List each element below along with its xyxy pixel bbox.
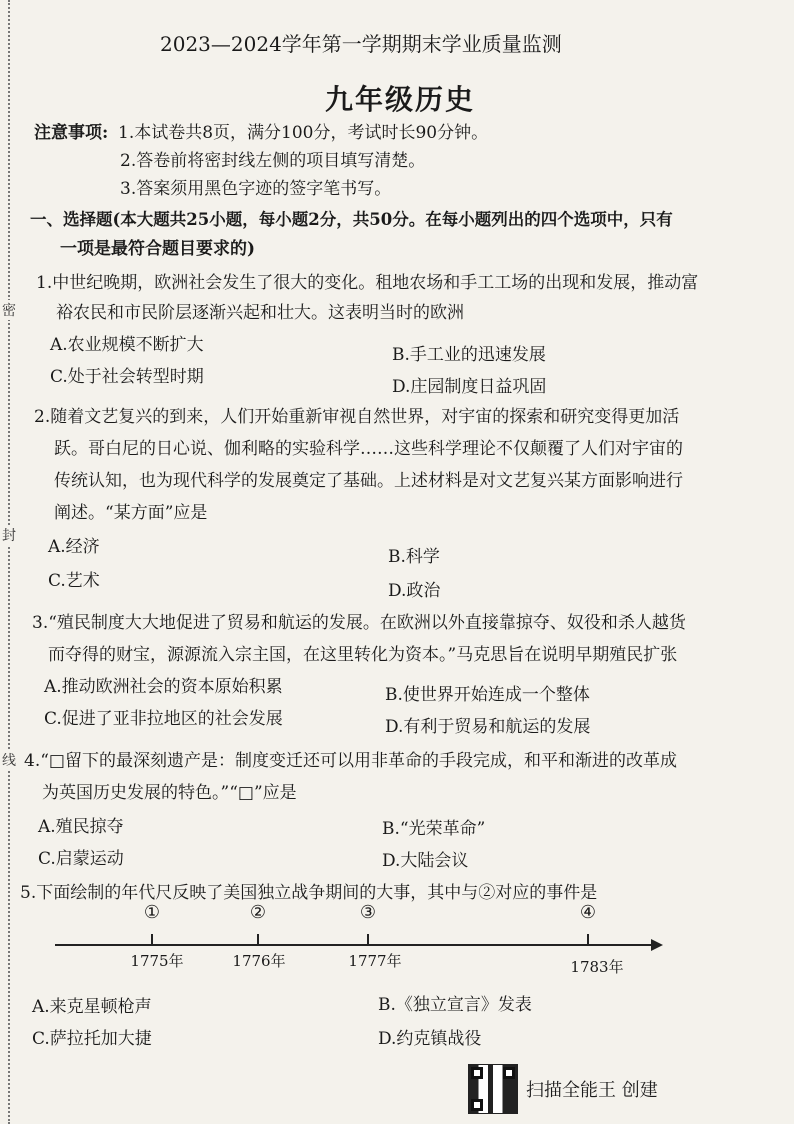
question-3-line-2: 而夺得的财宝，源源流入宗主国，在这里转化为资本。”马克思旨在说明早期殖民扩张 — [48, 645, 678, 665]
timeline-mark-4: ④ — [579, 902, 597, 923]
question-4-option-d[interactable]: D.大陆会议 — [382, 851, 469, 871]
question-3-option-c[interactable]: C.促进了亚非拉地区的社会发展 — [44, 709, 283, 729]
question-1-option-c[interactable]: C.处于社会转型时期 — [50, 367, 204, 387]
question-1-option-d[interactable]: D.庄园制度日益巩固 — [392, 377, 547, 397]
question-5-line-1: 5.下面绘制的年代尺反映了美国独立战争期间的大事，其中与②对应的事件是 — [20, 883, 598, 903]
timeline-mark-2: ② — [249, 902, 267, 923]
scan-app-label: 扫描全能王 创建 — [526, 1080, 658, 1101]
question-3-option-d[interactable]: D.有利于贸易和航运的发展 — [385, 717, 591, 737]
timeline-arrow-icon — [651, 939, 663, 951]
question-3-line-1: 3.“殖民制度大大地促进了贸易和航运的发展。在欧洲以外直接靠掠夺、奴役和杀人越货 — [32, 613, 686, 633]
question-4-option-a[interactable]: A.殖民掠夺 — [38, 817, 124, 837]
section1-heading-line1: 一、选择题(本大题共25小题，每小题2分，共50分。在每小题列出的四个选项中，只有 — [30, 210, 673, 229]
qr-code-icon — [468, 1064, 518, 1114]
question-4-line-1: 4.“□留下的最深刻遗产是：制度变迁还可以用非革命的手段完成，和平和渐进的改革成 — [24, 751, 677, 771]
question-2-option-d[interactable]: D.政治 — [388, 581, 441, 601]
exam-title: 2023—2024学年第一学期期末学业质量监测 — [160, 32, 562, 56]
question-2-option-a[interactable]: A.经济 — [48, 537, 100, 557]
timeline-year-1: 1775年 — [130, 952, 184, 970]
question-4-line-2: 为英国历史发展的特色。”“□”应是 — [42, 783, 297, 803]
timeline-tick-4 — [587, 934, 589, 945]
binding-char-mi: 密 — [0, 300, 18, 320]
notice-item-1: 1.本试卷共8页，满分100分，考试时长90分钟。 — [118, 123, 489, 143]
timeline-year-3: 1777年 — [348, 952, 402, 970]
timeline-mark-3: ③ — [359, 902, 377, 923]
question-3-option-a[interactable]: A.推动欧洲社会的资本原始积累 — [44, 677, 283, 697]
question-5-option-a[interactable]: A.来克星顿枪声 — [32, 997, 152, 1017]
question-5-option-d[interactable]: D.约克镇战役 — [378, 1029, 482, 1049]
binding-char-xian: 线 — [0, 750, 18, 770]
question-2-line-4: 阐述。“某方面”应是 — [54, 503, 208, 523]
question-1-line-1: 1.中世纪晚期，欧洲社会发生了很大的变化。租地农场和手工工场的出现和发展，推动富 — [36, 273, 699, 293]
section1-heading-line2: 一项是最符合题目要求的) — [60, 239, 256, 259]
question-2-line-1: 2.随着文艺复兴的到来，人们开始重新审视自然世界，对宇宙的探索和研究变得更加活 — [34, 407, 680, 427]
question-1-option-b[interactable]: B.手工业的迅速发展 — [392, 345, 546, 365]
question-4-option-c[interactable]: C.启蒙运动 — [38, 849, 124, 869]
question-2-option-b[interactable]: B.科学 — [388, 547, 440, 567]
binding-dotted-line — [8, 0, 10, 1124]
question-5-option-c[interactable]: C.萨拉托加大捷 — [32, 1029, 152, 1049]
timeline-tick-3 — [367, 934, 369, 945]
notice-item-3: 3.答案须用黑色字迹的签字笔书写。 — [120, 179, 392, 199]
question-5-option-b[interactable]: B.《独立宣言》发表 — [378, 995, 532, 1015]
question-1-line-2: 裕农民和市民阶层逐渐兴起和壮大。这表明当时的欧洲 — [56, 303, 464, 323]
timeline-tick-2 — [257, 934, 259, 945]
timeline-year-4: 1783年 — [570, 958, 624, 976]
notice-label: 注意事项: — [34, 123, 109, 143]
question-4-option-b[interactable]: B.“光荣革命” — [382, 819, 486, 839]
timeline-year-2: 1776年 — [232, 952, 286, 970]
question-3-option-b[interactable]: B.使世界开始连成一个整体 — [385, 685, 590, 705]
timeline-axis — [55, 944, 655, 946]
binding-margin — [0, 0, 18, 1124]
question-2-line-2: 跃。哥白尼的日心说、伽利略的实验科学……这些科学理论不仅颠覆了人们对宇宙的 — [54, 439, 683, 459]
notice-item-2: 2.答卷前将密封线左侧的项目填写清楚。 — [120, 151, 426, 171]
timeline-tick-1 — [151, 934, 153, 945]
subject-title: 九年级历史 — [325, 83, 476, 116]
question-2-option-c[interactable]: C.艺术 — [48, 571, 100, 591]
timeline-mark-1: ① — [143, 902, 161, 923]
question-1-option-a[interactable]: A.农业规模不断扩大 — [50, 335, 204, 355]
question-2-line-3: 传统认知，也为现代科学的发展奠定了基础。上述材料是对文艺复兴某方面影响进行 — [54, 471, 683, 491]
binding-char-feng: 封 — [0, 525, 18, 545]
year-timeline — [55, 900, 695, 980]
